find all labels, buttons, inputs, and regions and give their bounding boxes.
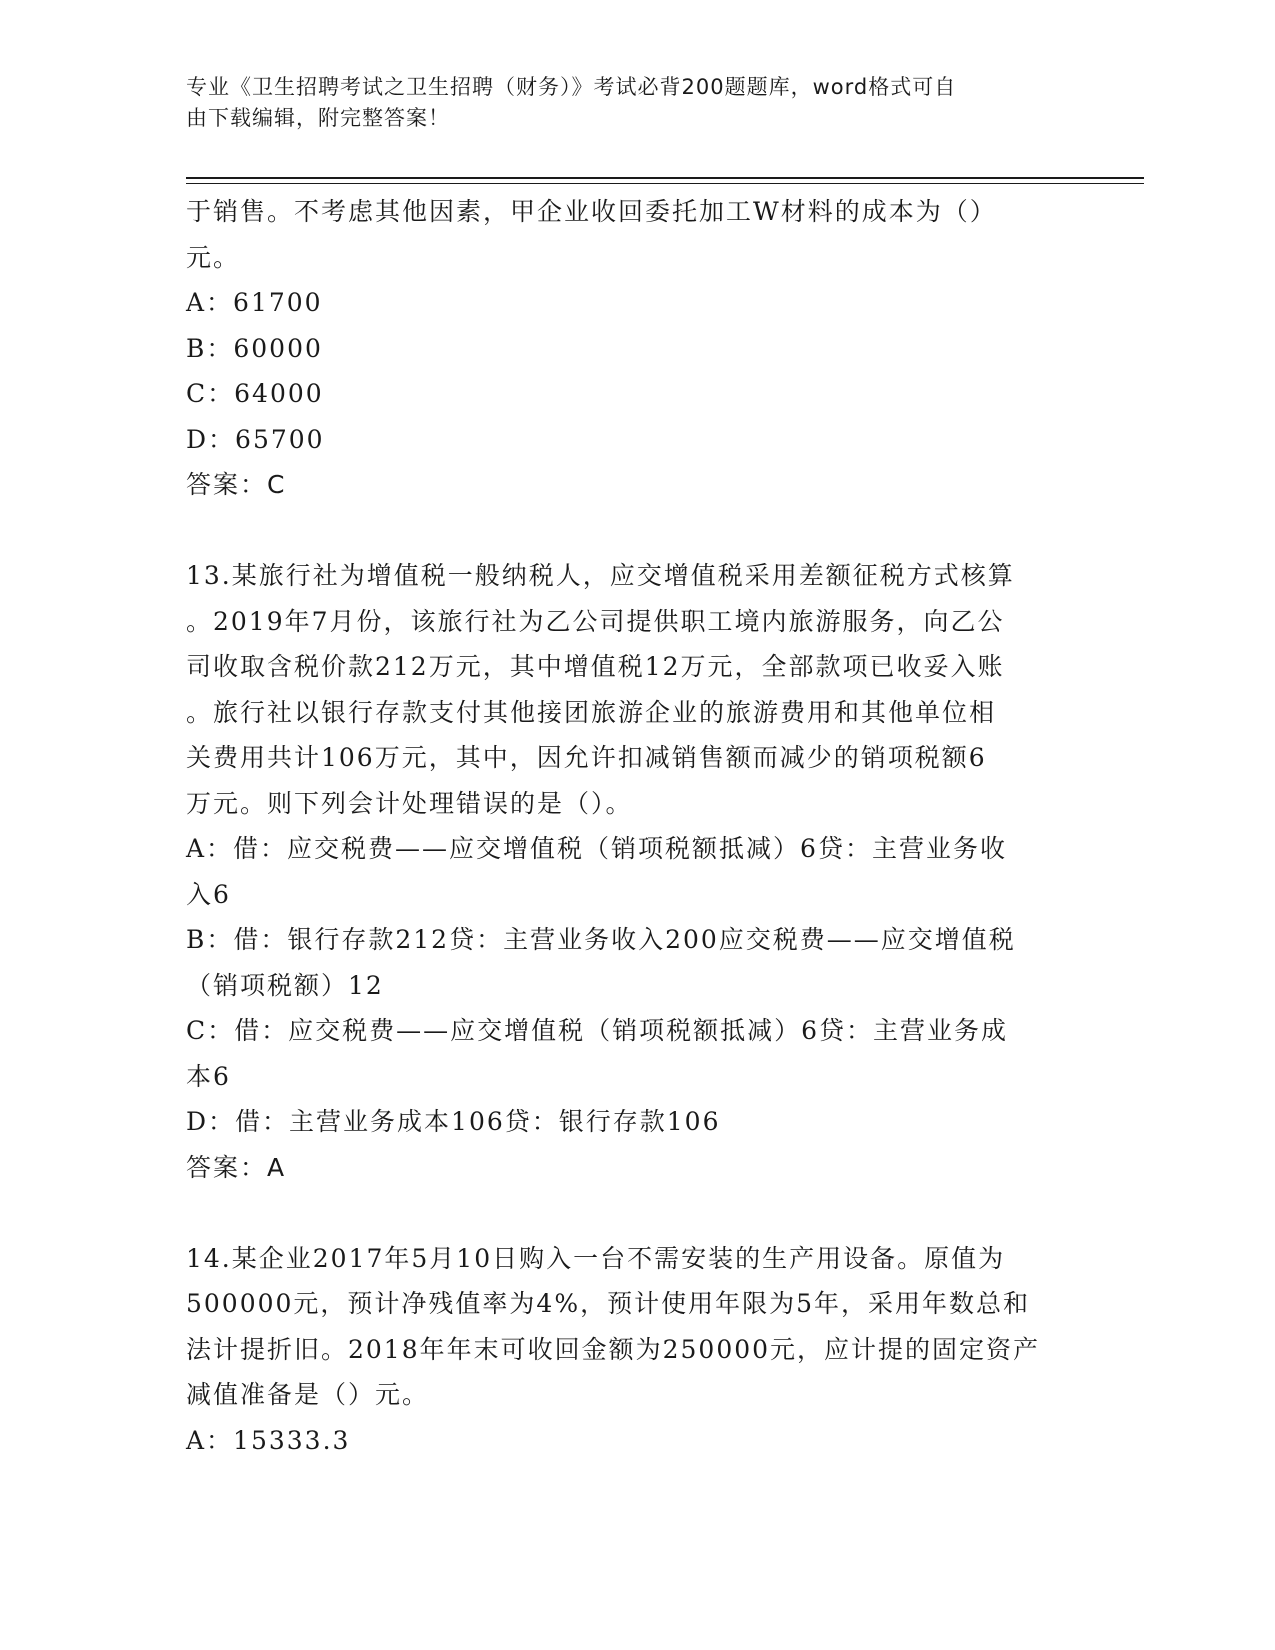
header-line-1: 专业《卫生招聘考试之卫生招聘（财务）》考试必背200题题库，word格式可自 xyxy=(186,75,957,99)
header-rule-thick xyxy=(186,177,1144,179)
option-b: B：借：银行存款212贷：主营业务收入200应交税费——应交增值税 xyxy=(186,925,1016,954)
question-stem-line: 法计提折旧。2018年年末可收回金额为250000元，应计提的固定资产 xyxy=(186,1334,1041,1364)
option-a: A：借：应交税费——应交增值税（销项税额抵减）6贷：主营业务收 xyxy=(186,834,1007,863)
question-12 xyxy=(186,189,1066,508)
question-content xyxy=(186,189,1066,1463)
option-a: A：15333.3 xyxy=(186,1425,351,1455)
answer: 答案：C xyxy=(186,470,287,499)
question-stem-line: 14.某企业2017年5月10日购入一台不需安装的生产用设备。原值为 xyxy=(186,1243,1006,1273)
question-stem-line: 。旅行社以银行存款支付其他接团旅游企业的旅游费用和其他单位相 xyxy=(186,697,997,727)
question-stem-line: 万元。则下列会计处理错误的是（）。 xyxy=(186,788,633,818)
option-a-continued: 入6 xyxy=(186,879,231,909)
page-header xyxy=(186,72,1066,134)
question-13 xyxy=(186,553,1066,1190)
option-b-continued: （销项税额）12 xyxy=(186,970,384,1000)
question-stem-line: 500000元，预计净残值率为4%，预计使用年限为5年，采用年数总和 xyxy=(186,1289,1031,1318)
answer: 答案：A xyxy=(186,1152,287,1182)
question-stem-line: 元。 xyxy=(186,242,241,272)
option-b: B：60000 xyxy=(186,333,323,363)
option-d: D：借：主营业务成本106贷：银行存款106 xyxy=(186,1107,721,1136)
option-c-continued: 本6 xyxy=(186,1061,231,1091)
option-c: C：64000 xyxy=(186,379,324,408)
question-stem-line: 于销售。不考虑其他因素，甲企业收回委托加工W材料的成本为（） xyxy=(186,197,997,226)
header-rule-thin xyxy=(186,183,1144,184)
question-stem-line: 关费用共计106万元，其中，因允许扣减销售额而减少的销项税额6 xyxy=(186,743,987,772)
question-stem-line: 13.某旅行社为增值税一般纳税人，应交增值税采用差额征税方式核算 xyxy=(186,561,1015,590)
option-a: A：61700 xyxy=(186,288,323,317)
question-stem-line: 。2019年7月份，该旅行社为乙公司提供职工境内旅游服务，向乙公 xyxy=(186,606,1005,636)
spacer xyxy=(186,1190,1066,1236)
question-14 xyxy=(186,1236,1066,1464)
question-stem-line: 司收取含税价款212万元，其中增值税12万元，全部款项已收妥入账 xyxy=(186,652,1005,681)
question-stem-line: 减值准备是（）元。 xyxy=(186,1380,430,1409)
option-c: C：借：应交税费——应交增值税（销项税额抵减）6贷：主营业务成 xyxy=(186,1016,1009,1045)
spacer xyxy=(186,508,1066,554)
option-d: D：65700 xyxy=(186,424,325,454)
header-line-2: 由下载编辑，附完整答案！ xyxy=(186,106,450,130)
